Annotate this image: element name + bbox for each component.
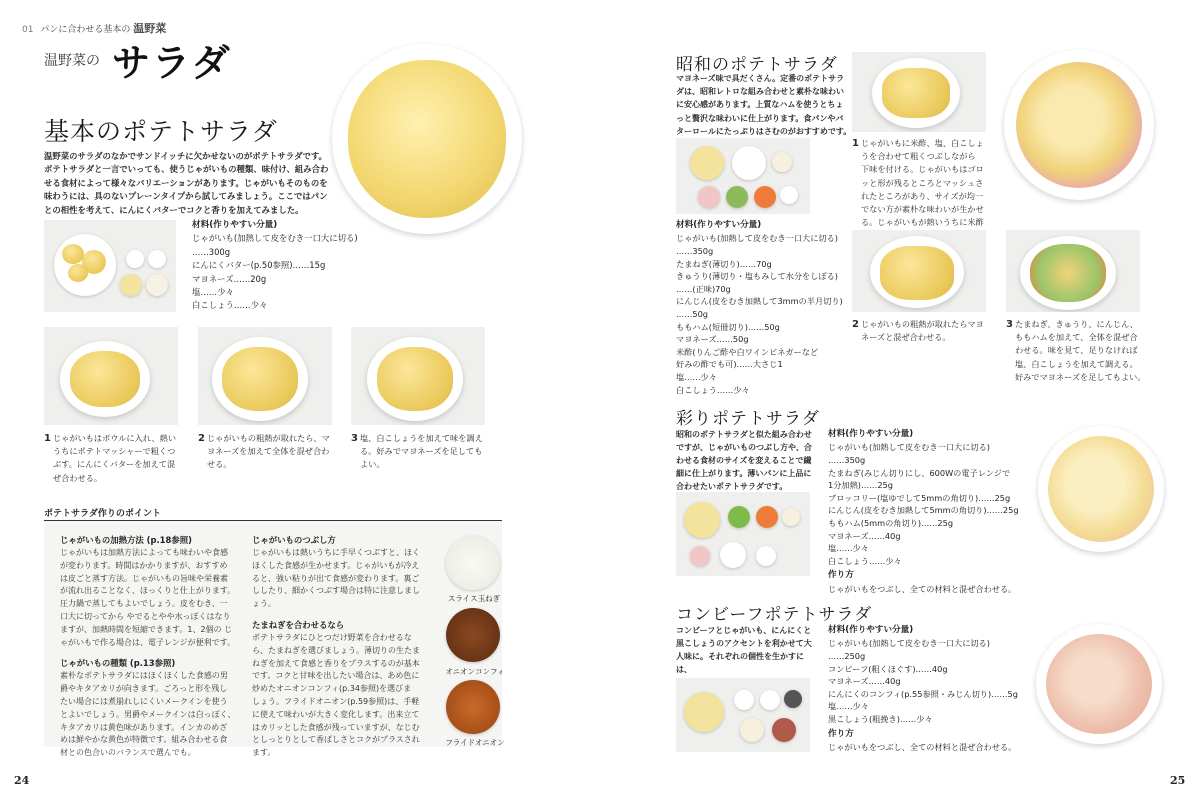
cornedbeef-method: じゃがいもをつぶし、全ての材料と混ぜ合わせる。 [828,741,1017,752]
point-heading: たまねぎを合わせるなら [252,619,345,630]
ingredient-line: たまねぎ(薄切り)……70g [676,258,772,269]
cornedbeef-intro: コンビーフとじゃがいも、にんにくと 黒こしょうのアクセントを利かせて大 人味に。それぞれの個性を生かすには、 [676,626,812,674]
point-text: じゃがいもは加熱方法によっても味わいや食感 が変わります。時間はかかりますが、おすすめ は皮ごと蒸す方法。じゃがいもの旨味や栄養素 が流れ出ることなく、ほっくりと仕上がります。 圧力鍋で蒸してもよいでしょう。皮をむき、一 口大に切ってから やでるとやや水っぽくはなり ますが、加熱時間を短縮できます。1、2個の じ ゃがいもで作る場合は、電子レンジが便利です。 [60,548,236,647]
ingredient-line: ……(正味)70g [676,283,731,294]
irodori-method: じゃがいもをつぶし、全ての材料と混ぜ合わせる。 [828,583,1017,594]
caption-sliced-onion: スライス玉ねぎ [447,594,501,603]
step-text: 塩、白こしょうを加えて味を調え る。好みでマヨネーズを足しても よい。 [359,433,483,470]
ingredient-line: 白こしょう……少々 [192,300,268,311]
page-number-left: 24 [14,774,30,787]
point-text: じゃがいもは熱いうちに手早くつぶすと、ほく ほくした食感が生かせます。じゃがいもが冷え ると、強い粘りが出て食感が変わります。裏ご ししたり、細かくつぶす場合は特に注意しまし ょう。 [252,548,420,609]
ingredient-line: 塩……少々 [828,701,869,712]
ingredient-line: じゃがいも(加熱して皮をむき一口大に切る) [828,638,990,649]
ingredient-line: 白こしょう……少々 [676,384,750,395]
basic-step-2 [198,432,338,472]
irodori-title: 彩りポテトサラダ [676,409,820,429]
series-title-small: 温野菜の [44,53,100,69]
caption-fried-onion: フライドオニオン [445,738,505,747]
point-heading: じゃがいもの加熱方法 (p.18参照) [60,535,192,545]
ingredient-line: じゃがいも(加熱して皮をむき一口大に切る) [192,233,358,244]
ingredient-line: にんじん(皮をむき加熱して3mmの半月切り) [676,296,843,307]
ingredient-line: 1分加熱)……25g [828,480,893,491]
ingredient-line: 塩……少々 [676,371,717,382]
ingredient-line: じゃがいも(加熱して皮をむき一口大に切る) [828,442,990,453]
basic-intro: 温野菜のサラダのなかでサンドイッチに欠かせないのがポテトサラダです。 ポテトサラダと一言でいっても、使うじゃがいもの種類、味付け、組み合わ せる食材によって様々なバリエーションがあります。じゃがいもそのものを 味わうには、具のないプレーンタイプから試してみましょう。ここではパン との相性を考えて、にんにくバターでコクと香りを加えてみました。 [44,151,329,215]
basic-ingredients [192,219,392,313]
fried-onion-photo [446,680,500,734]
ingredient-line: 米酢(りんご酢や白ワインビネガーなど [676,346,819,357]
ingredient-line: ブロッコリー(塩ゆでして5mmの角切り)……25g [828,492,1011,503]
step-number: 1 [852,138,859,149]
cornedbeef-ingredients-title: 材料(作りやすい分量) [828,625,914,635]
ingredient-line: きゅうり(薄切り・塩もみして水分をしぼる) [676,271,838,282]
ingredient-line: ももハム(短冊切り)……50g [676,321,780,332]
showa-step-3 [1006,318,1156,384]
ingredient-line: 黒こしょう(粗挽き)……少々 [828,713,933,724]
step-text: たまねぎ、きゅうり、にんじん、 ももハムを加えて、全体を混ぜ合 わせる。味を見て、足りなければ 塩、白こしょうを加えて調える。 好みでマヨネーズを足してもよい。 [1014,319,1146,382]
ingredient-line: ……250g [828,651,866,661]
showa-step-1 [852,137,1002,243]
ingredient-line: 塩……少々 [828,543,869,554]
step-text: じゃがいもはボウルに入れ、熱い うちにポテトマッシャーで粗くつ ぶす。にんにくバターを加えて混 ぜ合わせる。 [52,433,177,483]
point-text: ポテトサラダにひとつだけ野菜を合わせるな ら、たまねぎを選びましょう。薄切りの生たま ねぎを加えて食感と香りをプラスするのが基本 です。コクと甘味を出したい場合は、あめ色に 炒めたオニオンコンフィ(p.34参照)を選びま しょう。フライドオニオン(p.59参照)は、手軽 に使えて味わいが大きく変化します。出来立て はカリッとした食感が残っていますが、なじむ としっとりとして香ばしさとコクがプラスされ ます。 [252,632,420,758]
showa-step2-photo [852,230,986,312]
cornedbeef-method-title: 作り方 [828,728,854,739]
ingredient-line: マヨネーズ……20g [192,273,267,284]
ingredient-line: にんじん(皮をむき加熱して5mmの角切り)……25g [828,505,1019,516]
showa-intro: マヨネーズ味で具だくさん。定番のポテトサラ ダは、昭和レトロな組み合わせと素朴な味わい に安心感があります。上質なハムを使うとちょ っと贅沢な味わいに仕上がります。食パンやバ ターロールにたっぷりはさむのがおすすめです。 [676,74,852,136]
ingredient-line: マヨネーズ……40g [828,530,901,541]
showa-title: 昭和のポテトサラダ [676,55,838,75]
section-emphasis: 温野菜 [133,22,167,35]
step-text: じゃがいもの粗熱が取れたら、マ ヨネーズを加えて全体を混ぜ合わ せる。 [206,433,330,470]
irodori-hero-photo [1038,426,1164,552]
step-number: 2 [198,433,205,444]
irodori-method-title: 作り方 [828,570,854,581]
caption-onion-confit: オニオンコンフィ [445,667,505,676]
showa-step-2 [852,318,1002,344]
basic-step3-photo [351,327,485,425]
basic-ingredients-title: 材料(作りやすい分量) [192,220,278,230]
cornedbeef-ingredients [828,624,1028,754]
sliced-onion-photo [446,536,500,590]
point-text: 素朴なポテトサラダにはほくほくした食感の男 爵やキタアカリが向きます。ごろっと形を残し たい場合には煮崩れしにくいメークインを使う とよいでしょう。男爵やメークインは白っぽく、 キタアカリは黄色味があります。インカのめざ めは鮮やかな黄色が特徴です。組み合わせる食 材との色合いのバランスで選んでも。 [60,671,236,758]
step-number: 3 [1006,319,1013,330]
ingredient-line: 塩……少々 [192,287,234,298]
ingredient-line: にんにくバター(p.50参照)……15g [192,260,326,271]
showa-ingredients-title: 材料(作りやすい分量) [676,220,762,230]
ingredient-line: ……50g [676,308,708,319]
ingredient-line: じゃがいも(加熱して皮をむき一口大に切る) [676,233,838,244]
irodori-ingredients-photo [676,492,810,576]
basic-ingredients-photo [44,220,176,312]
step-number: 3 [351,433,358,444]
showa-ingredients-photo [676,138,810,214]
cornedbeef-hero-photo [1036,624,1162,744]
section-label-text: パンに合わせる基本の [40,25,131,35]
ingredient-line: マヨネーズ……50g [676,334,749,345]
ingredient-line: 好みの酢でも可)……大さじ1 [676,359,783,370]
showa-step3-photo [1006,230,1140,312]
ingredient-line: ももハム(5mmの角切り)……25g [828,517,954,528]
basic-step-1 [44,432,184,485]
showa-hero-photo [1004,50,1154,200]
step-text: じゃがいもの粗熱が取れたらマヨ ネーズと混ぜ合わせる。 [860,319,984,343]
series-title-big: サラダ [112,40,232,85]
ingredient-line: 白こしょう……少々 [828,555,902,566]
points-col-1 [60,534,240,760]
page-number-right: 25 [1170,774,1186,787]
step-number: 1 [44,433,51,444]
step-number: 2 [852,319,859,330]
ingredient-line: ……350g [828,455,866,465]
ingredient-line: にんにくのコンフィ(p.55参照・みじん切り)……5g [828,688,1018,699]
ingredient-line: マヨネーズ……40g [828,676,901,687]
cornedbeef-ingredients-photo [676,678,810,752]
irodori-ingredients-title: 材料(作りやすい分量) [828,429,914,439]
showa-step1-photo [852,52,986,132]
irodori-ingredients [828,428,1028,595]
basic-title: 基本のポテトサラダ [44,117,278,146]
point-heading: じゃがいもの種類 (p.13参照) [60,658,176,669]
ingredient-line: たまねぎ(みじん切りにし、600Wの電子レンジで [828,467,1011,478]
basic-step2-photo [198,327,332,425]
basic-step-3 [351,432,491,472]
ingredient-line: ……350g [676,246,714,256]
ingredient-line: コンビーフ(粗くほぐす)……40g [828,663,948,674]
basic-step1-photo [44,327,178,425]
ingredient-line: ……300g [192,246,231,257]
irodori-intro: 昭和のポテトサラダと似た組み合わせ ですが、じゃがいものつぶし方や、合 わせる食材のサイズを変えることで繊 細に仕上がります。薄いパンに上品に 合わせたいポテトサラダです。 [676,430,812,491]
showa-ingredients [676,219,856,396]
onion-confit-photo [446,608,500,662]
step-text: じゃがいもに米酢、塩、白こしょ うを合わせて粗くつぶしながら 下味を付ける。じゃがいもはゴロ ッと形が残るところとマッシュさ れたところがあり、サイズが均一 でない方が素朴な味わいが生かせ る。じゃがいもが熱いうちに米酢 [860,138,984,228]
points-title: ポテトサラダ作りのポイント [44,509,161,519]
points-col-2 [252,534,432,760]
cornedbeef-title: コンビーフポテトサラダ [676,605,873,625]
section-number: 01 [22,25,34,35]
point-heading: じゃがいものつぶし方 [252,535,336,545]
